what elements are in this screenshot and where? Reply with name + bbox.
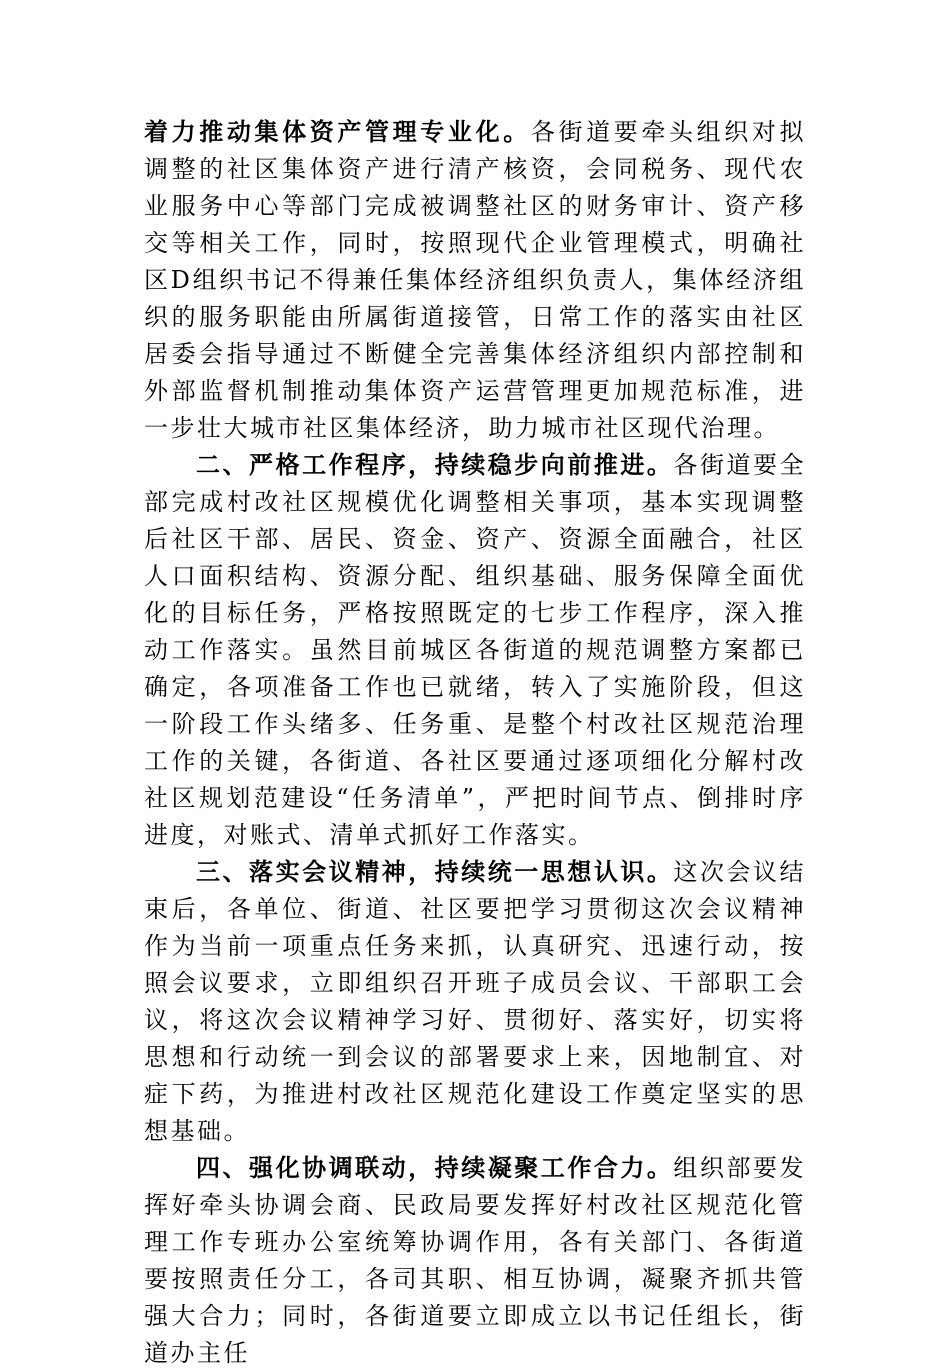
paragraph-coordination [144,1150,806,1372]
paragraph-body: 组织部要发挥好牵头协调会商、民政局要发挥好村改社区规范化管理工作专班办公室统筹协调作用，各有关部门、各街道要按照责任分工，各司其职、相互协调，凝聚齐抓共管强大合力；同时，各街道要立即成立以书记任组长，街道办主任 [144,1154,807,1367]
paragraph-asset-management [144,114,806,447]
paragraph-meeting-spirit [144,854,806,1150]
paragraph-heading: 二、严格工作程序，持续稳步向前推进。 [196,451,674,479]
paragraph-body: 这次会议结束后，各单位、街道、社区要把学习贯彻这次会议精神作为当前一项重点任务来抓，认真研究、迅速行动，按照会议要求，立即组织召开班子成员会议、干部职工会议，将这次会议精神学习好、贯彻好、落实好，切实将思想和行动统一到会议的部署要求上来，因地制宜、对症下药，为推进村改社区规范化建设工作奠定坚实的思想基础。 [144,858,807,1145]
paragraph-body: 各街道要全部完成村改社区规模优化调整相关事项，基本实现调整后社区干部、居民、资金、资产、资源全面融合，社区人口面积结构、资源分配、组织基础、服务保障全面优化的目标任务，严格按照既定的七步工作程序，深入推动工作落实。虽然目前城区各街道的规范调整方案都已确定，各项准备工作也已就绪，转入了实施阶段，但这一阶段工作头绪多、任务重、是整个村改社区规范治理工作的关键，各街道、各社区要通过逐项细化分解村改社区规划范建设“任务清单”，严把时间节点、倒排时序进度，对账式、清单式抓好工作落实。 [144,451,807,849]
paragraph-heading: 着力推动集体资产管理专业化。 [144,118,531,146]
paragraph-heading: 四、强化协调联动，持续凝聚工作合力。 [196,1154,674,1182]
paragraph-heading: 三、落实会议精神，持续统一思想认识。 [196,858,674,886]
paragraph-body: 各街道要牵头组织对拟调整的社区集体资产进行清产核资，会同税务、现代农业服务中心等部门完成被调整社区的财务审计、资产移交等相关工作，同时，按照现代企业管理模式，明确社区D组织书记不得兼任集体经济组织负责人，集体经济组织的服务职能由所属街道接管，日常工作的落实由社区居委会指导通过不断健全完善集体经济组织内部控制和外部监督机制推动集体资产运营管理更加规范标准，进一步壮大城市社区集体经济，助力城市社区现代治理。 [144,118,807,442]
paragraph-work-procedure [144,447,806,854]
document-page [144,114,806,1372]
